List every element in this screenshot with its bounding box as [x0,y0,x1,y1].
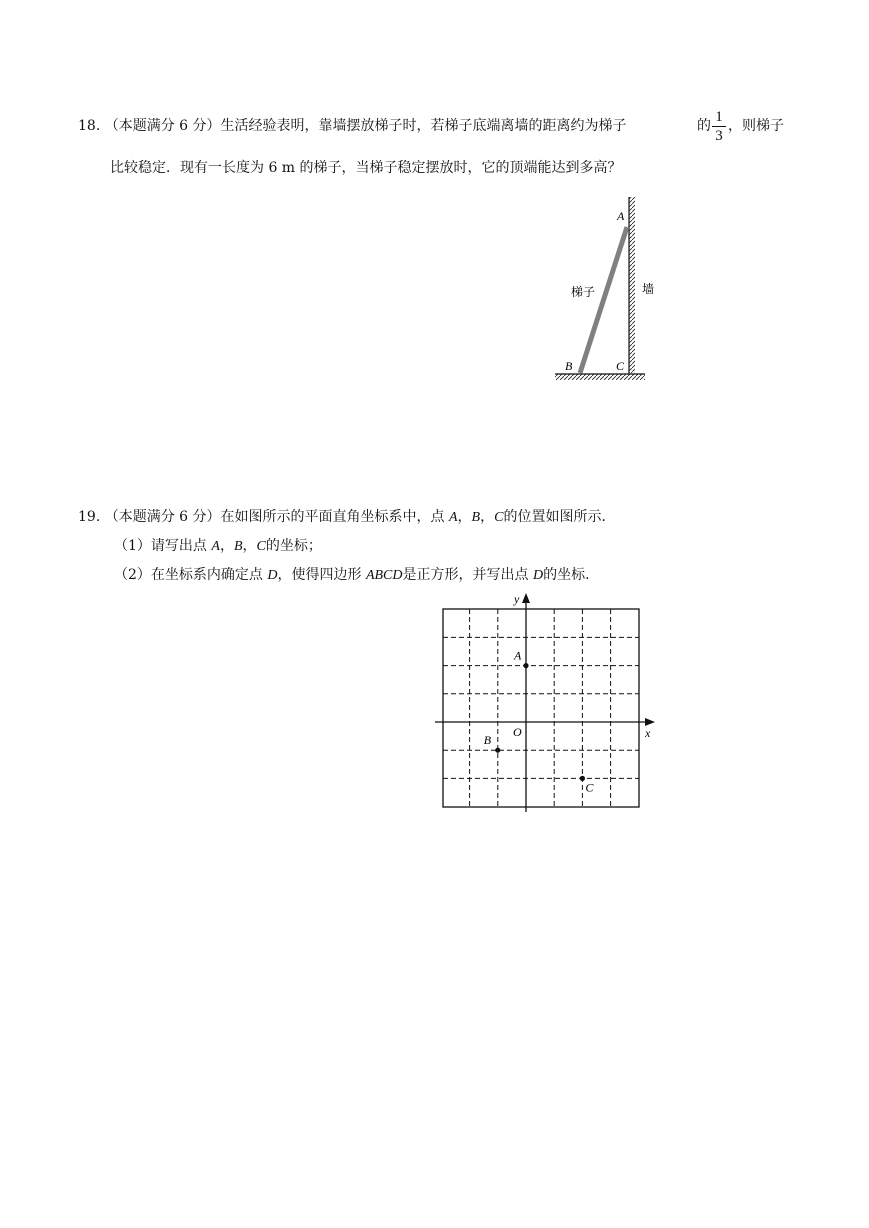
q18-fraction-denominator: 3 [715,128,723,144]
y-axis-arrow-icon [522,593,530,603]
label-ladder: 梯子 [571,285,596,299]
q19-score: （本题满分 6 分） [104,509,221,525]
q19-sub2-D: D [267,568,278,583]
q18-fraction-numerator: 1 [715,109,723,125]
q19-sub2-a: （2）在坐标系内确定点 [114,567,263,583]
q19-sep1: ， [457,509,472,525]
q19-sub1-sep1: ， [219,538,234,554]
point-b-marker [495,748,500,753]
label-B: B [565,359,573,373]
q18-line2: 比较稳定．现有一长度为 6 m 的梯子，当梯子稳定摆放时，它的顶端能达到多高？ [110,160,622,176]
q19-intro-b: 的位置如图所示． [503,509,616,525]
q18-gap-text: 的 [697,118,711,134]
q18-score: （本题满分 6 分） [104,118,221,134]
q19-sub2-ABCD: ABCD [365,568,403,583]
q19-point-B: B [471,510,481,525]
y-axis-label: y [514,592,520,606]
q19-point-C: C [494,510,504,525]
q19-sub1-B: B [233,539,243,554]
label-A: A [617,209,625,223]
q19-sep2: ， [480,509,495,525]
q18-text-a: 生活经验表明，靠墙摆放梯子时，若梯子底端离墙的距离约为梯子 [220,118,627,134]
q19-sub2-D2: D [532,568,544,583]
origin-label: O [513,725,522,739]
q19-sub2-d: 的坐标． [543,567,600,583]
point-c-marker [580,776,585,781]
q18-number: 18. [78,118,101,134]
q19-sub1-b: 的坐标； [265,538,322,554]
point-c-label: C [585,780,594,795]
q19-sub1-sep2: ， [242,538,257,554]
point-a-label: A [514,648,522,663]
q19-sub1-a: （1）请写出点 [114,538,207,554]
q19-point-A: A [448,510,458,525]
q19-sub2-b: ，使得四边形 [277,567,362,583]
q19-sub1-C: C [256,539,266,554]
q19-number: 19. [78,509,101,525]
point-a-marker [523,663,528,668]
point-b-label: B [483,733,492,748]
label-C: C [616,359,625,373]
label-wall: 墙 [642,282,655,296]
x-axis-label: x [645,726,651,740]
q19-intro-a: 在如图所示的平面直角坐标系中，点 [220,509,445,525]
grid-border [443,609,639,807]
grid-lines [443,609,639,807]
x-axis-arrow-icon [645,718,655,726]
q18-text-after-fraction: ，则梯子 [728,118,784,134]
q19-sub2-c: 是正方形，并写出点 [402,567,529,583]
q19-sub1-A: A [211,539,220,554]
